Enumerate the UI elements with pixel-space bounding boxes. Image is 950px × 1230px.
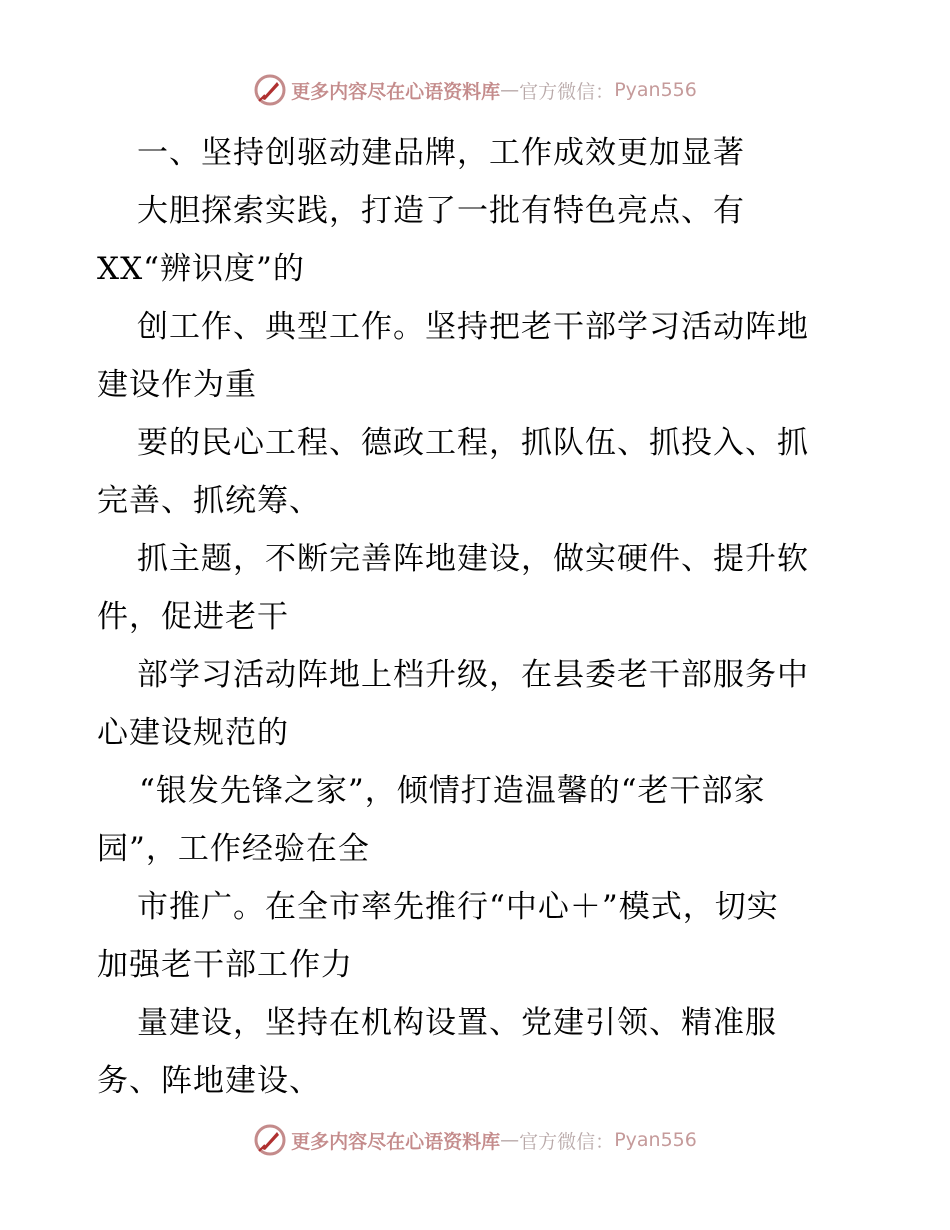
feather-logo-icon [253,1123,287,1157]
paragraph-line: 园”，工作经验在全 [97,831,370,867]
paragraph-line: 务、阵地建设、 [97,1063,321,1099]
paragraph-line: 大胆探索实践，打造了一批有特色亮点、有 [137,193,745,229]
paragraph-line: 抓主题，不断完善阵地建设，做实硬件、提升软 [137,541,809,577]
paragraph-line: 完善、抓统筹、 [97,483,321,519]
footer-watermark [0,1120,950,1160]
watermark-separator: — [500,1129,520,1151]
paragraph-line: 件，促进老干 [97,599,289,635]
paragraph-line: XX“辨识度”的 [97,251,305,287]
paragraph-line: 部学习活动阵地上档升级，在县委老干部服务中 [137,657,809,693]
paragraph-line: 建设作为重 [97,367,257,403]
paragraph-line: “银发先锋之家”，倾情打造温馨的“老干部家 [139,773,766,809]
paragraph-line: 量建设，坚持在机构设置、党建引领、精准服 [137,1005,777,1041]
paragraph-line: 要的民心工程、德政工程，抓队伍、抓投入、抓 [137,425,809,461]
watermark-main-text: 更多内容尽在心语资料库 [291,1130,501,1153]
paragraph-line: 加强老干部工作力 [97,947,353,983]
paragraph-line: 市推广。在全市率先推行“中心＋”模式，切实 [137,889,779,925]
watermark-wechat-label: 官方微信： [519,80,615,103]
paragraph-line: 心建设规范的 [97,715,289,751]
section-heading: 一、坚持创驱动建品牌，工作成效更加显著 [137,135,745,171]
paragraph-line: 创工作、典型工作。坚持把老干部学习活动阵地 [137,309,809,345]
watermark-separator: — [500,79,520,101]
document-body [97,124,857,1110]
feather-logo-icon [253,73,287,107]
watermark-wechat-label: 官方微信： [519,1130,615,1153]
watermark-wechat-id: Pyan556 [614,1129,697,1151]
header-watermark [0,70,950,110]
watermark-main-text: 更多内容尽在心语资料库 [291,80,501,103]
watermark-wechat-id: Pyan556 [614,79,697,101]
